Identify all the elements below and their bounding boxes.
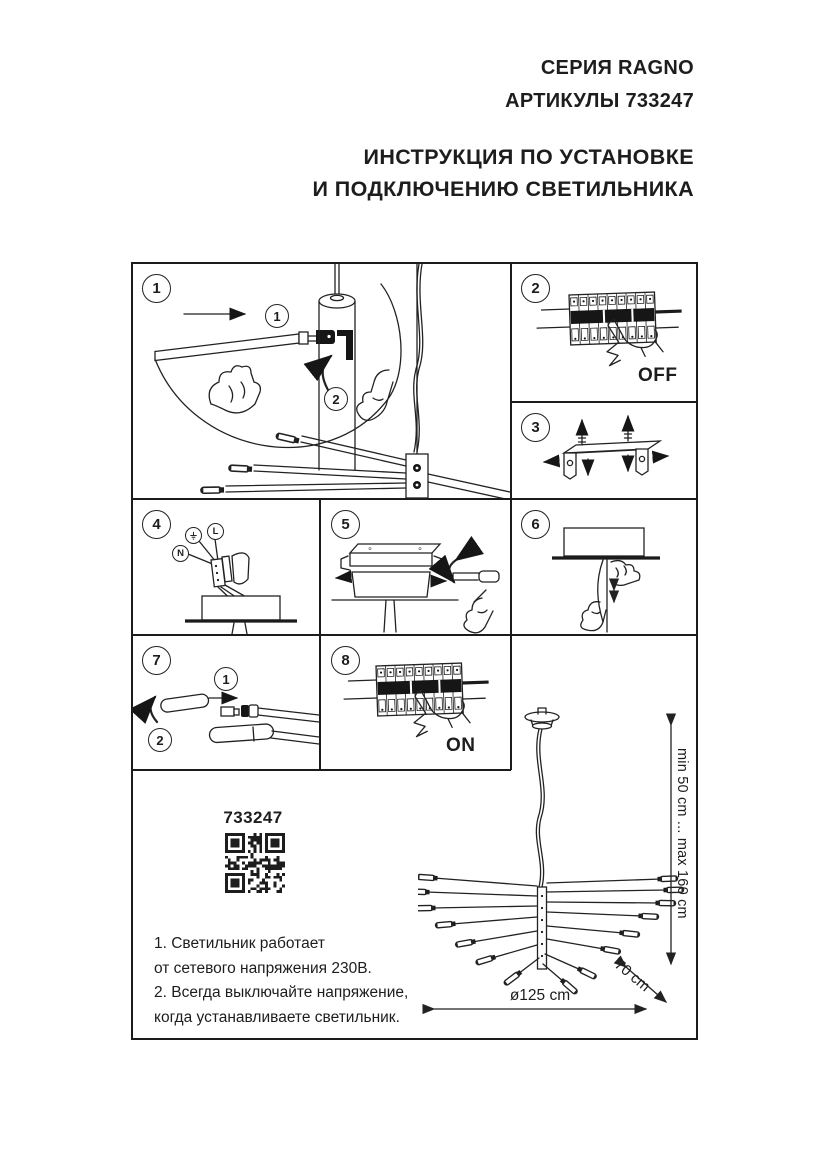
rotate-arrow	[323, 356, 331, 390]
socket-connector	[221, 705, 258, 717]
step-5-panel	[322, 500, 510, 634]
hand-icon	[581, 602, 606, 631]
series-label: СЕРИЯ RAGNO	[540, 57, 694, 79]
hand-icon	[357, 370, 393, 420]
screwdriver-icon	[447, 560, 499, 582]
ceiling-box	[341, 544, 442, 570]
canopy	[525, 708, 559, 729]
step-4-panel	[133, 500, 319, 634]
note-line: 2. Всегда выключайте напряжение,	[154, 984, 409, 1001]
step-7-panel	[133, 636, 319, 769]
substep-1-badge: 1	[214, 667, 238, 691]
step-number: 8	[331, 646, 360, 675]
side-arrow	[544, 461, 558, 462]
step-number: 3	[521, 413, 550, 442]
header-series	[505, 52, 694, 118]
circuit-breaker	[536, 291, 683, 368]
screw-icon	[625, 416, 632, 441]
step-number: 2	[521, 274, 550, 303]
instruction-grid	[131, 262, 698, 1040]
lamp-tube-assembled	[209, 724, 319, 744]
note-line: от сетевого напряжения 230В.	[154, 959, 372, 977]
step-number: 5	[331, 510, 360, 539]
terminal-l-badge: L	[207, 523, 224, 540]
step-1-panel	[133, 264, 510, 498]
hand-icon	[464, 590, 493, 633]
page-title: ИНСТРУКЦИЯ ПО УСТАНОВКЕ И ПОДКЛЮЧЕНИЮ СВЕТИЛЬНИКА	[312, 145, 694, 201]
substep-2-badge: 2	[148, 728, 172, 752]
side-arrow	[654, 456, 668, 457]
breaker-on-label: ON	[446, 735, 476, 756]
lower-hub	[406, 454, 428, 498]
substep-2-badge: 2	[324, 387, 348, 411]
step-number: 7	[142, 646, 171, 675]
articles-label: АРТИКУЛЫ 733247	[505, 90, 694, 112]
safety-notes	[154, 932, 408, 1030]
step-number: 4	[142, 510, 171, 539]
terminal-n-badge: N	[172, 545, 189, 562]
note-line: когда устанавливаете светильник.	[154, 1008, 400, 1026]
step-number: 6	[521, 510, 550, 539]
height-dimension-label: min 50 cm ... max 160 cm	[674, 748, 690, 919]
chandelier-illustration	[418, 636, 696, 1038]
earth-ground-icon	[189, 531, 198, 540]
step-6-panel	[512, 500, 696, 634]
mounting-bracket	[564, 441, 660, 479]
terminal-block	[211, 553, 249, 587]
dimension-drawing	[418, 636, 696, 1038]
hand-icon	[209, 366, 260, 413]
rotate-arrow	[150, 697, 157, 722]
note-line: 1. Светильник работает	[154, 935, 325, 952]
qr-code	[225, 833, 285, 893]
hand-icon	[611, 561, 640, 586]
lamp-tube	[160, 693, 209, 713]
canopy	[202, 596, 280, 620]
arm-rod	[155, 334, 299, 361]
step-3-panel	[512, 403, 696, 498]
screw-icon	[579, 420, 586, 445]
cable-clip	[232, 553, 249, 584]
article-number: 733247	[223, 808, 283, 827]
depth-dimension-label: 70 cm	[611, 956, 654, 996]
step-number: 1	[142, 274, 171, 303]
step-2-panel	[512, 264, 696, 401]
canopy	[352, 572, 430, 597]
side-arrow	[336, 577, 348, 578]
substep-1-badge: 1	[265, 304, 289, 328]
terminal-earth-badge	[185, 527, 202, 544]
step-1-illustration	[133, 264, 510, 498]
keyhole-slot	[337, 330, 353, 360]
breaker-off-label: OFF	[638, 365, 678, 386]
canopy	[564, 528, 644, 556]
diameter-dimension-label: ø125 cm	[509, 987, 571, 1004]
